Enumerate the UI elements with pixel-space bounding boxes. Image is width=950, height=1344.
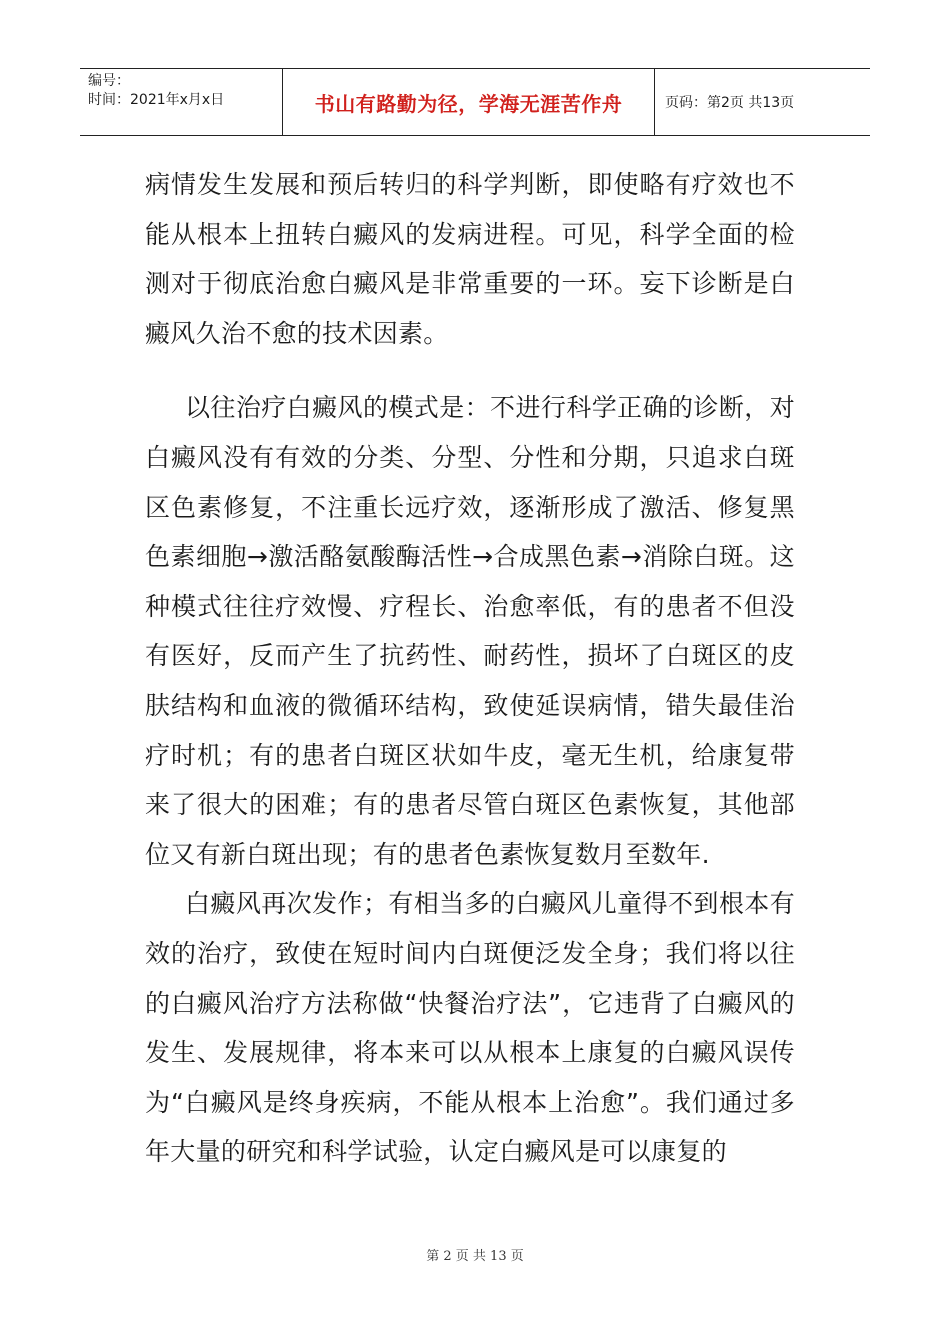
header-meta <box>80 69 282 135</box>
header-number-label: 编号： <box>88 73 130 89</box>
header-motto: 书山有路勤为径，学海无涯苦作舟 <box>282 69 655 135</box>
paragraph-3: 白癜风再次发作；有相当多的白癜风儿童得不到根本有效的治疗，致使在短时间内白斑便泛发全身；我们将以往的白癜风治疗方法称做“快餐治疗法”，它违背了白癜风的发生、发展规律，将本来可以从根本上康复的白癜风误传为“白癜风是终身疾病，不能从根本上治愈”。我们通过多年大量的研究和科学试验，认定白癜风是可以康复的 <box>145 889 795 1167</box>
document-body <box>145 160 795 1177</box>
header-time-label: 时间：2021年x月x日 <box>88 92 225 108</box>
paragraph-1: 病情发生发展和预后转归的科学判断，即使略有疗效也不能从根本上扭转白癜风的发病进程。可见，科学全面的检测对于彻底治愈白癜风是非常重要的一环。妄下诊断是白癜风久治不愈的技术因素。 <box>145 170 795 348</box>
header-page-info: 页码：第2页 共13页 <box>665 95 795 111</box>
page-header <box>80 68 870 136</box>
paragraph-2: 以往治疗白癜风的模式是：不进行科学正确的诊断，对白癜风没有有效的分类、分型、分性和分期，只追求白斑区色素修复，不注重长远疗效，逐渐形成了激活、修复黑色素细胞→激活酪氨酸酶活性→合成黑色素→消除白斑。这种模式往往疗效慢、疗程长、治愈率低，有的患者不但没有医好，反而产生了抗药性、耐药性，损坏了白斑区的皮肤结构和血液的微循环结构，致使延误病情，错失最佳治疗时机；有的患者白斑区状如牛皮，毫无生机，给康复带来了很大的困难；有的患者尽管白斑区色素恢复，其他部位又有新白斑出现；有的患者色素恢复数月至数年. <box>145 393 795 869</box>
page-footer: 第 2 页 共 13 页 <box>426 1249 524 1264</box>
